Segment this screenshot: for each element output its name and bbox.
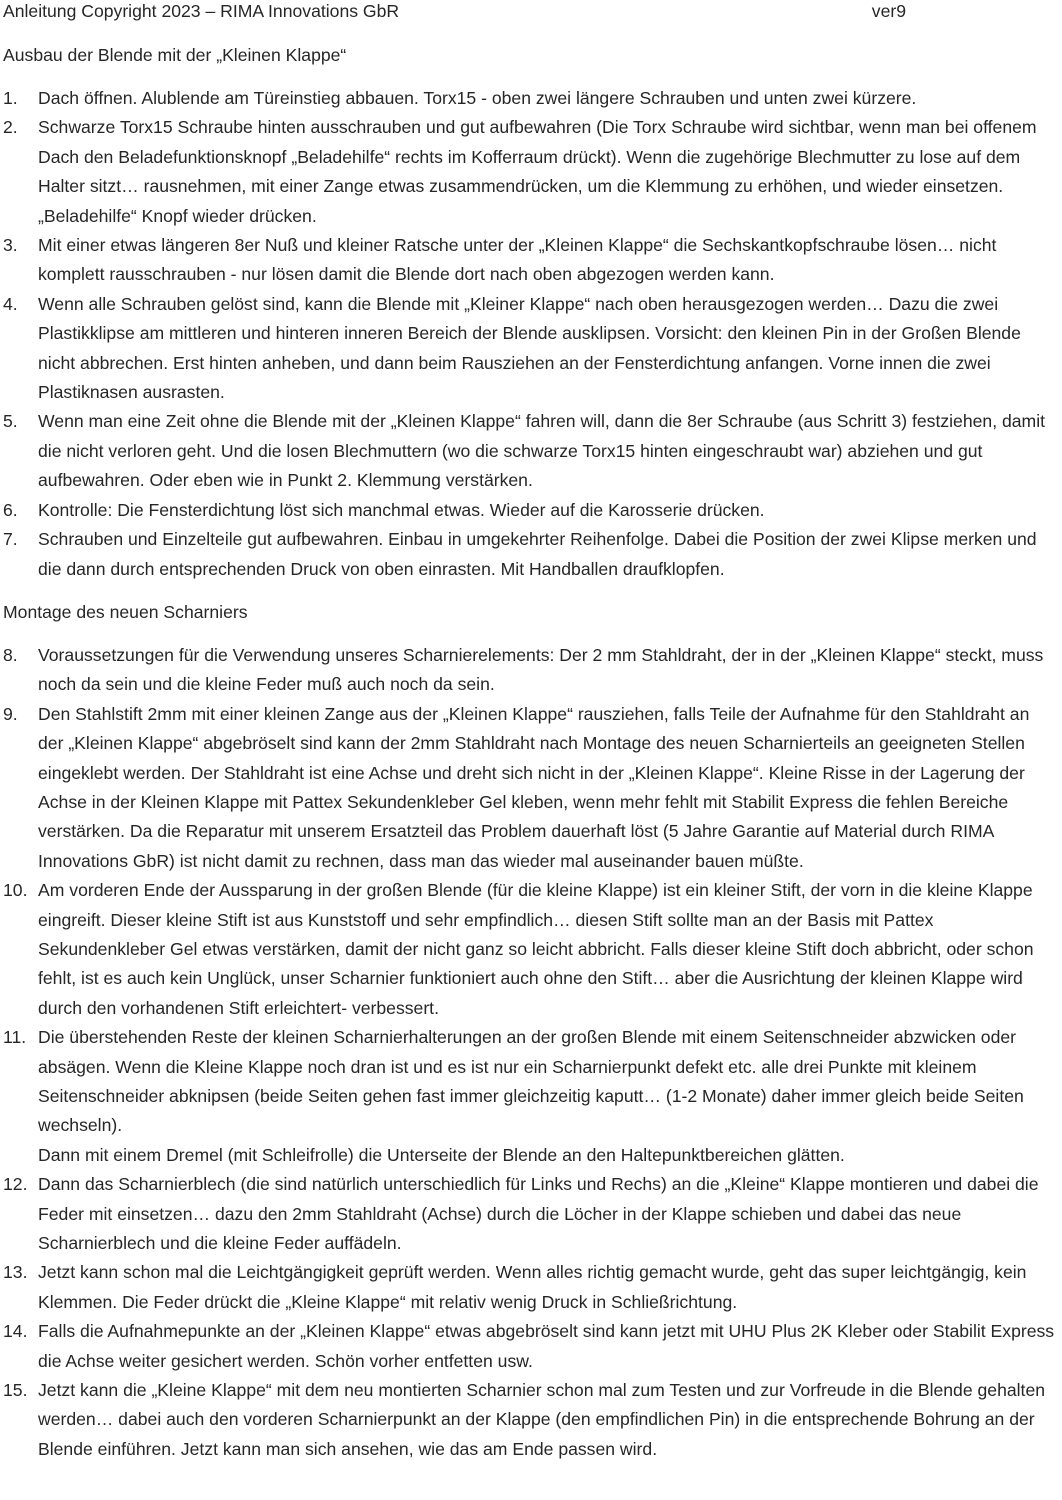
step-number: 11. <box>3 1027 27 1048</box>
step-number: 10. <box>3 880 28 901</box>
step-text: Am vorderen Ende der Aussparung in der großen Blende (für die kleine Klappe) ist ein kleiner Stift, der vorn in die kleine Klappe eingreift. Dieser kleine Stift ist aus Kunststoff und sehr empfindlich… diesen Stift sollte man an der Basis mit Pattex Sekundenkleber Gel etwas verstärken, damit der nicht ganz so leicht abbricht. Falls dieser kleine Stift doch abbricht, oder schon fehlt, ist es auch kein Unglück, unser Scharnier funktioniert auch ohne den Stift… aber die Ausrichtung der kleinen Klappe wird durch den vorhandenen Stift erleichtert- verbessert. <box>38 880 1034 1018</box>
removal-steps-list <box>3 84 1056 584</box>
version-label: ver9 <box>871 1 906 21</box>
page-header <box>3 0 1056 23</box>
step-text: Schwarze Torx15 Schraube hinten ausschrauben und gut aufbewahren (Die Torx Schraube wird sichtbar, wenn man bei offenem Dach den Beladefunktionsknopf „Beladehilfe“ rechts im Kofferraum drückt). Wenn die zugehörige Blechmutter zu lose auf dem Halter sitzt… rausnehmen, mit einer Zange etwas zusammendrücken, um die Klemmung zu erhöhen, und wieder einsetzen. „Beladehilfe“ Knopf wieder drücken. <box>38 117 1037 226</box>
step-text: Falls die Aufnahmepunkte an der „Kleinen Klappe“ etwas abgebröselt sind kann jetzt mit UHU Plus 2K Kleber oder Stabilit Express die Achse weiter gesichert werden. Schön vorher entfetten usw. <box>38 1321 1055 1371</box>
step-number: 12. <box>3 1174 28 1195</box>
step-text: Dach öffnen. Alublende am Türeinstieg abbauen. Torx15 - oben zwei längere Schrauben und unten zwei kürzere. <box>38 88 917 108</box>
step-number: 2. <box>3 117 18 138</box>
step-number: 9. <box>3 703 18 724</box>
step-text-block <box>38 1023 1056 1170</box>
step-number: 13. <box>3 1262 28 1283</box>
list-item <box>3 700 1056 876</box>
list-item <box>3 113 1056 231</box>
step-number: 4. <box>3 293 18 314</box>
step-text: Dann das Scharnierblech (die sind natürlich unterschiedlich für Links und Rechs) an die „Kleine“ Klappe montieren und dabei die Feder mit einsetzen… dazu den 2mm Stahldraht (Achse) durch die Löcher in der Klappe schieben und dabei das neue Scharnierblech und die kleine Feder auffädeln. <box>38 1174 1039 1254</box>
step-number: 14. <box>3 1321 28 1342</box>
list-item <box>3 496 1056 525</box>
step-text: Wenn alle Schrauben gelöst sind, kann die Blende mit „Kleiner Klappe“ nach oben herausgezogen werden… Dazu die zwei Plastikklipse am mittleren und hinteren inneren Bereich der Blende ausklipsen. Vorsicht: den kleinen Pin in der Großen Blende nicht abbrechen. Erst hinten anheben, und dann beim Rausziehen an der Fensterdichtung anfangen. Vorne innen die zwei Plastiknasen ausrasten. <box>38 293 1021 403</box>
step-text: Den Stahlstift 2mm mit einer kleinen Zange aus der „Kleinen Klappe“ rausziehen, falls Teile der Aufnahme für den Stahldraht an der „Kleinen Klappe“ abgebröselt sind kann der 2mm Stahldraht nach Montage des neuen Scharnierteils an geeigneten Stellen eingeklebt werden. Der Stahldraht ist eine Achse und dreht sich nicht in der „Kleinen Klappe“. Kleine Risse in der Lagerung der Achse in der Kleinen Klappe mit Pattex Sekundenkleber Gel kleben, wenn mehr fehlt mit Stabilit Express die fehlen Bereiche verstärken. Da die Reparatur mit unserem Ersatzteil das Problem dauerhaft löst (5 Jahre Garantie auf Material durch RIMA Innovations GbR) ist nicht damit zu rechnen, dass man das wieder mal auseinander bauen müßte. <box>38 703 1030 871</box>
step-text: Jetzt kann die „Kleine Klappe“ mit dem neu montierten Scharnier schon mal zum Testen und zur Vorfreude in die Blende gehalten werden… dabei auch den vorderen Scharnierpunkt an der Klappe (den empfindlichen Pin) in die entsprechende Bohrung an der Blende einführen. Jetzt kann man sich ansehen, wie das am Ende passen wird. <box>38 1380 1046 1459</box>
step-number: 15. <box>3 1380 28 1401</box>
step-text: Mit einer etwas längeren 8er Nuß und kleiner Ratsche unter der „Kleinen Klappe“ die Sechskantkopfschraube lösen… nicht komplett rausschrauben - nur lösen damit die Blende dort nach oben abgezogen werden kann. <box>38 235 997 285</box>
step-text: Wenn man eine Zeit ohne die Blende mit der „Kleinen Klappe“ fahren will, dann die 8er Schraube (aus Schritt 3) festziehen, damit die nicht verloren geht. Und die losen Blechmuttern (wo die schwarze Torx15 hinten eingeschraubt war) abziehen und gut aufbewahren. Oder eben wie in Punkt 2. Klemmung verstärken. <box>38 411 1045 491</box>
list-item <box>3 290 1056 408</box>
step-text-continued: Dann mit einem Dremel (mit Schleifrolle) die Unterseite der Blende an den Haltepunktbereichen glätten. <box>38 1144 845 1165</box>
step-text: Schrauben und Einzelteile gut aufbewahren. Einbau in umgekehrter Reihenfolge. Dabei die Position der zwei Klipse merken und die dann durch entsprechenden Druck von oben einrasten. Mit Handballen draufklopfen. <box>38 529 1037 579</box>
list-item <box>3 1170 1056 1258</box>
list-item <box>3 84 1056 113</box>
step-text: Kontrolle: Die Fensterdichtung löst sich manchmal etwas. Wieder auf die Karosserie drücken. <box>38 499 765 520</box>
section-title-mounting: Montage des neuen Scharniers <box>3 601 248 622</box>
step-text: Voraussetzungen für die Verwendung unseres Scharnierelements: Der 2 mm Stahldraht, der in der „Kleinen Klappe“ steckt, muss noch da sein und die kleine Feder muß auch noch da sein. <box>38 644 1044 695</box>
step-number: 1. <box>3 88 18 108</box>
list-item <box>3 407 1056 495</box>
list-item <box>3 1376 1056 1464</box>
list-item <box>3 1317 1056 1376</box>
list-item <box>3 1023 1056 1170</box>
step-text: Die überstehenden Reste der kleinen Scharnierhalterungen an der großen Blende mit einem Seitenschneider abzwicken oder absägen. Wenn die Kleine Klappe noch dran ist und es ist nur ein Scharnierpunkt defekt etc. alle drei Punkte mit kleinem Seitenschneider abknipsen (beide Seiten gehen fast immer gleichzeitig kaputt… (1-2 Monate) daher immer gleich beide Seiten wechseln). <box>38 1027 1024 1136</box>
step-number: 6. <box>3 499 18 520</box>
step-number: 3. <box>3 235 18 256</box>
step-number: 8. <box>3 644 18 665</box>
list-item <box>3 876 1056 1023</box>
section-title-removal: Ausbau der Blende mit der „Kleinen Klappe“ <box>3 45 347 65</box>
step-text: Jetzt kann schon mal die Leichtgängigkeit geprüft werden. Wenn alles richtig gemacht wurde, geht das super leichtgängig, kein Klemmen. Die Feder drückt die „Kleine Klappe“ mit relativ wenig Druck in Schließrichtung. <box>38 1262 1027 1312</box>
list-item <box>3 1258 1056 1317</box>
list-item <box>3 231 1056 290</box>
mounting-steps-list <box>3 641 1056 1464</box>
list-item <box>3 641 1056 700</box>
copyright-line: Anleitung Copyright 2023 – RIMA Innovations GbR <box>3 1 400 21</box>
step-number: 7. <box>3 529 18 550</box>
step-number: 5. <box>3 411 18 432</box>
list-item <box>3 525 1056 584</box>
